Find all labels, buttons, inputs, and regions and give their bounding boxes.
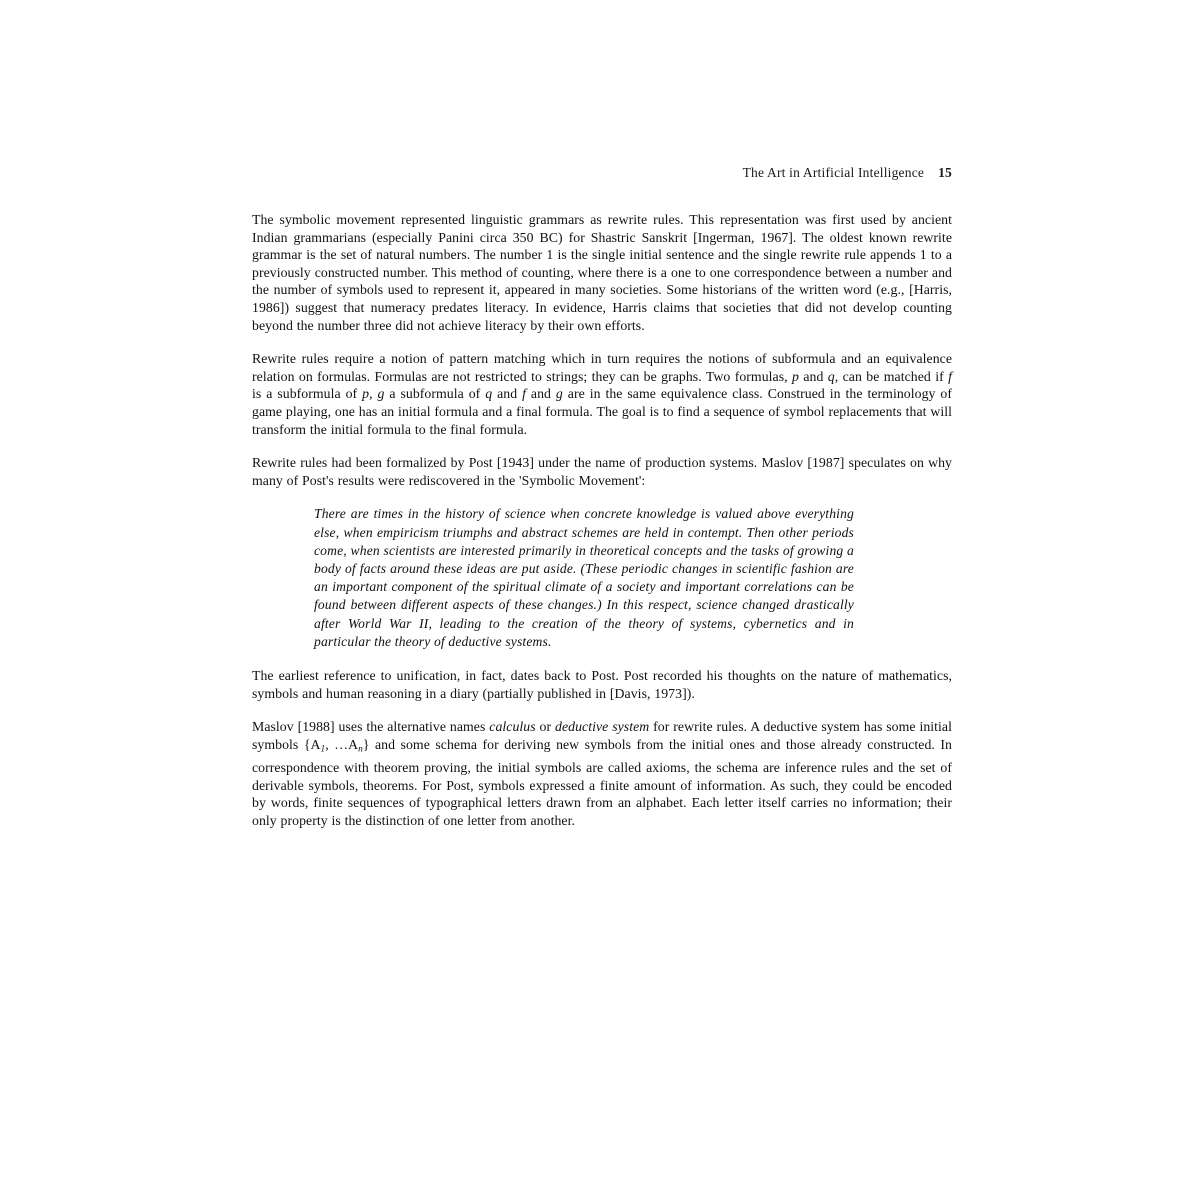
paragraph-maslov-deductive-system [252,718,952,829]
paragraph-text-e: , [369,386,378,402]
paragraph-text-a: Rewrite rules require a notion of pattern matching which in turn requires the notions of subformula and an equivalence relation on formulas. Formulas are not restricted to strings; they can be graphs. Two formulas, [252,351,952,384]
page-content [252,165,952,829]
subscript-1: 1 [320,744,326,755]
term-calculus: calculus [489,719,536,735]
paragraph-rewrite-rules-pattern-matching [252,350,952,438]
paragraph-unification-post-diary [252,667,952,702]
running-head-title: The Art in Artificial Intelligence [742,165,925,180]
paragraph-text-d: is a subformula of [252,386,363,402]
paragraph-text: The symbolic movement represented linguistic grammars as rewrite rules. This representation was first used by ancient Indian grammarians (especially Panini circa 350 BC) for Shastric Sanskrit [Ingerman, 1967]. The oldest known rewrite grammar is the set of natural numbers. The number 1 is the single initial sentence and the single rewrite rule appends 1 to a previously constructed number. This method of counting, where there is a one to one correspondence between a number and the number of symbols used to represent it, appeared in many societies. Some historians of the written word (e.g., [Harris, 1986]) suggest that numeracy predates literacy. In evidence, Harris claims that societies that did not develop counting beyond the number three did not achieve literacy by their own efforts. [252,212,952,333]
paragraph-text: The earliest reference to unification, in fact, dates back to Post. Post recorded his thoughts on the nature of mathematics, symbols and human reasoning in a diary (partially published in [Davis, 1973]). [252,667,952,701]
math-var-f: f [948,368,952,384]
page-number: 15 [938,165,952,180]
math-var-p: p [792,368,799,384]
math-var-g: g [377,386,385,402]
math-var-g-2: g [555,386,563,402]
paragraph-text-e: } and some schema for deriving new symbols from the initial ones and those already constructed. In correspondence with theorem proving, the initial symbols are called axioms, the schema are inference rules and the set of derivable symbols, theorems. For Post, symbols expressed a finite amount of information. As such, they could be encoded by words, finite sequences of typographical letters drawn from an alphabet. Each letter itself carries no information; their only property is the distinction of one letter from another. [252,736,952,828]
paragraph-text-i: are in the same equivalence class. Construed in the terminology of game playing, one has an initial formula and a final formula. The goal is to find a sequence of symbol replacements that will transform the initial formula to the final formula. [252,386,952,437]
paragraph-post-production-systems [252,454,952,489]
paragraph-text-d: , …A [325,736,359,752]
math-var-f-2: f [522,386,526,402]
paragraph-text-c: , can be matched if [834,368,949,384]
term-deductive-system: deductive system [555,719,650,735]
paragraph-text-g: and [492,386,523,402]
paragraph-text-c: for rewrite rules. A deductive system has some initial symbols {A [252,719,952,752]
paragraph-text-a: Maslov [1988] uses the alternative names [252,719,490,735]
paragraph-text-b: or [535,719,556,735]
math-var-q: q [827,368,835,384]
math-var-p-2: p [362,386,370,402]
math-var-q-2: q [485,386,493,402]
paragraph-text-f: a subformula of [384,386,486,402]
paragraph-text-h: and [526,386,556,402]
paragraph-text-b: and [798,368,828,384]
subscript-n: n [358,744,363,755]
block-quote-maslov [314,505,854,651]
paragraph-text: Rewrite rules had been formalized by Post [1943] under the name of production systems. Maslov [1987] speculates on why many of Post's results were rediscovered in the 'Symbolic Movement': [252,455,952,488]
running-head [252,165,952,181]
quote-text: There are times in the history of science when concrete knowledge is valued above everything else, when empiricism triumphs and abstract schemes are held in contempt. Then other periods come, when scientists are interested primarily in theoretical concepts and the tasks of growing a body of facts around these ideas are put aside. (These periodic changes in scientific fashion are an important component of the spiritual climate of a society and important correlations can be found between different aspects of these changes.) In this respect, science changed drastically after World War II, leading to the creation of the theory of systems, cybernetics and in particular the theory of deductive systems. [314,506,854,649]
paragraph-symbolic-movement [252,211,952,334]
